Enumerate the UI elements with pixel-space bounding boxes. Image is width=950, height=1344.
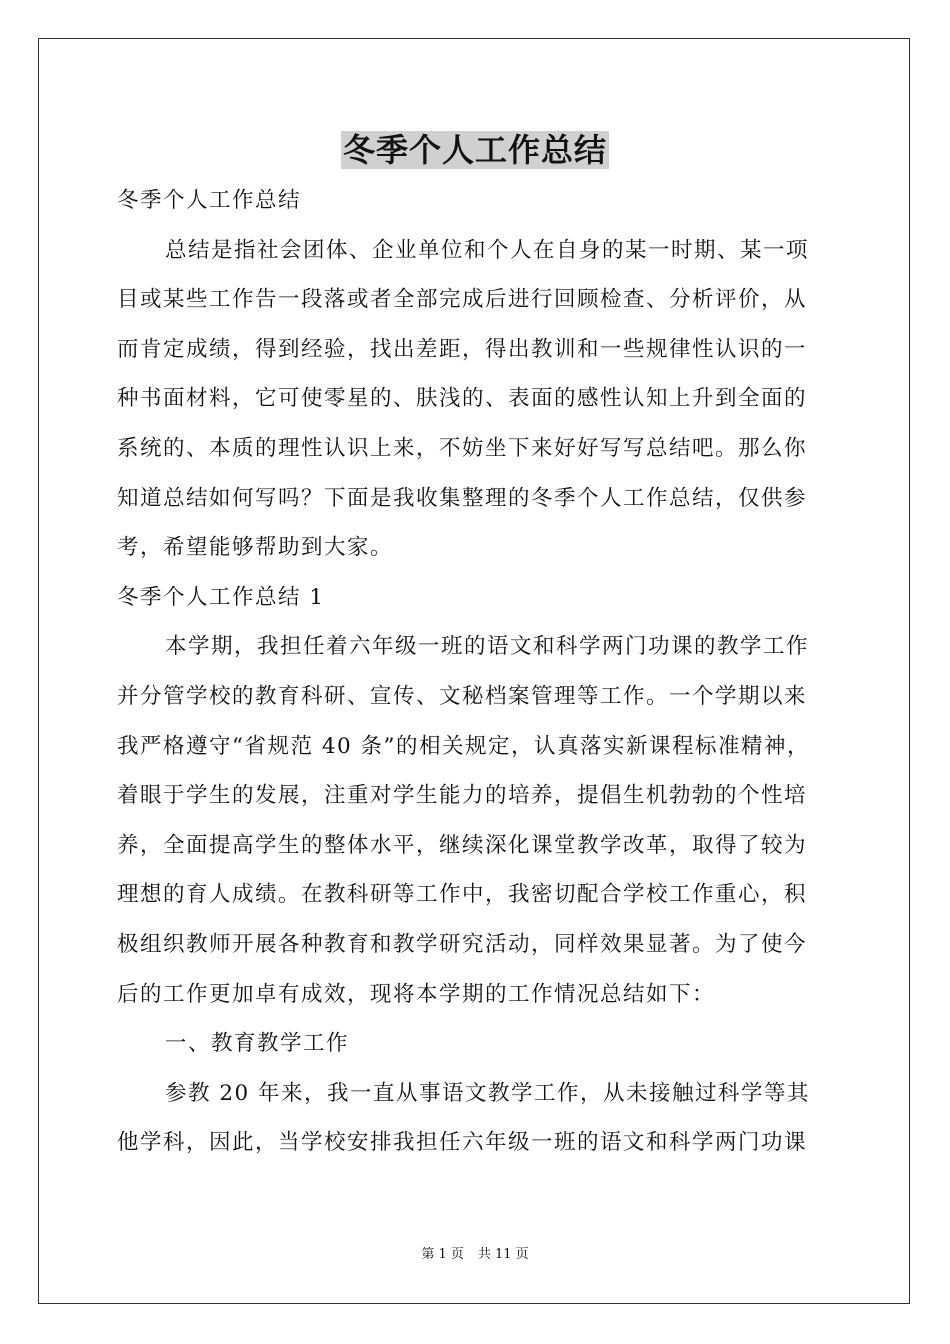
text-line: 总结是指社会团体、企业单位和个人在自身的某一时期、某一项 <box>165 237 810 263</box>
text-line: 目或某些工作告一段落或者全部完成后进行回顾检查、分析评价，从 <box>117 287 808 313</box>
text-line: 并分管学校的教育科研、宣传、文秘档案管理等工作。一个学期以来 <box>117 683 808 709</box>
text-line: 极组织教师开展各种教育和教学研究活动，同样效果显著。为了使今 <box>117 931 808 957</box>
text-line: 知道总结如何写吗？下面是我收集整理的冬季个人工作总结，仅供参 <box>117 485 808 511</box>
text-line: 而肯定成绩，得到经验，找出差距，得出教训和一些规律性认识的一 <box>117 336 808 362</box>
page-total: 共 11 页 <box>477 1247 529 1262</box>
document-title <box>0 128 950 172</box>
text-line: 理想的育人成绩。在教科研等工作中，我密切配合学校工作重心，积 <box>117 882 808 908</box>
text-line: 系统的、本质的理性认识上来，不妨坐下来好好写写总结吧。那么你 <box>117 435 808 461</box>
page-footer <box>0 1246 950 1264</box>
document-title-text: 冬季个人工作总结 <box>342 131 607 169</box>
text-line: 他学科，因此，当学校安排我担任六年级一班的语文和科学两门功课 <box>117 1130 808 1156</box>
text-line: 本学期，我担任着六年级一班的语文和科学两门功课的教学工作 <box>165 634 810 660</box>
text-line: 我严格遵守“省规范 40 条”的相关规定，认真落实新课程标准精神， <box>117 733 811 759</box>
text-line: 种书面材料，它可使零星的、肤浅的、表面的感性认知上升到全面的 <box>117 386 808 412</box>
text-line: 一、教育教学工作 <box>165 1031 350 1057</box>
text-line: 冬季个人工作总结 <box>117 188 302 213</box>
text-line: 参教 20 年来，我一直从事语文教学工作，从未接触过科学等其 <box>165 1080 811 1106</box>
text-line: 着眼于学生的发展，注重对学生能力的培养，提倡生机勃勃的个性培 <box>117 783 808 809</box>
text-line: 后的工作更加卓有成效，现将本学期的工作情况总结如下： <box>117 981 716 1007</box>
text-line: 冬季个人工作总结 1 <box>117 584 325 610</box>
text-line: 考，希望能够帮助到大家。 <box>117 535 394 561</box>
text-line: 养，全面提高学生的整体水平，继续深化课堂教学改革，取得了较为 <box>117 832 808 858</box>
document-body <box>117 176 833 1168</box>
page-number: 第 1 页 <box>421 1247 464 1262</box>
